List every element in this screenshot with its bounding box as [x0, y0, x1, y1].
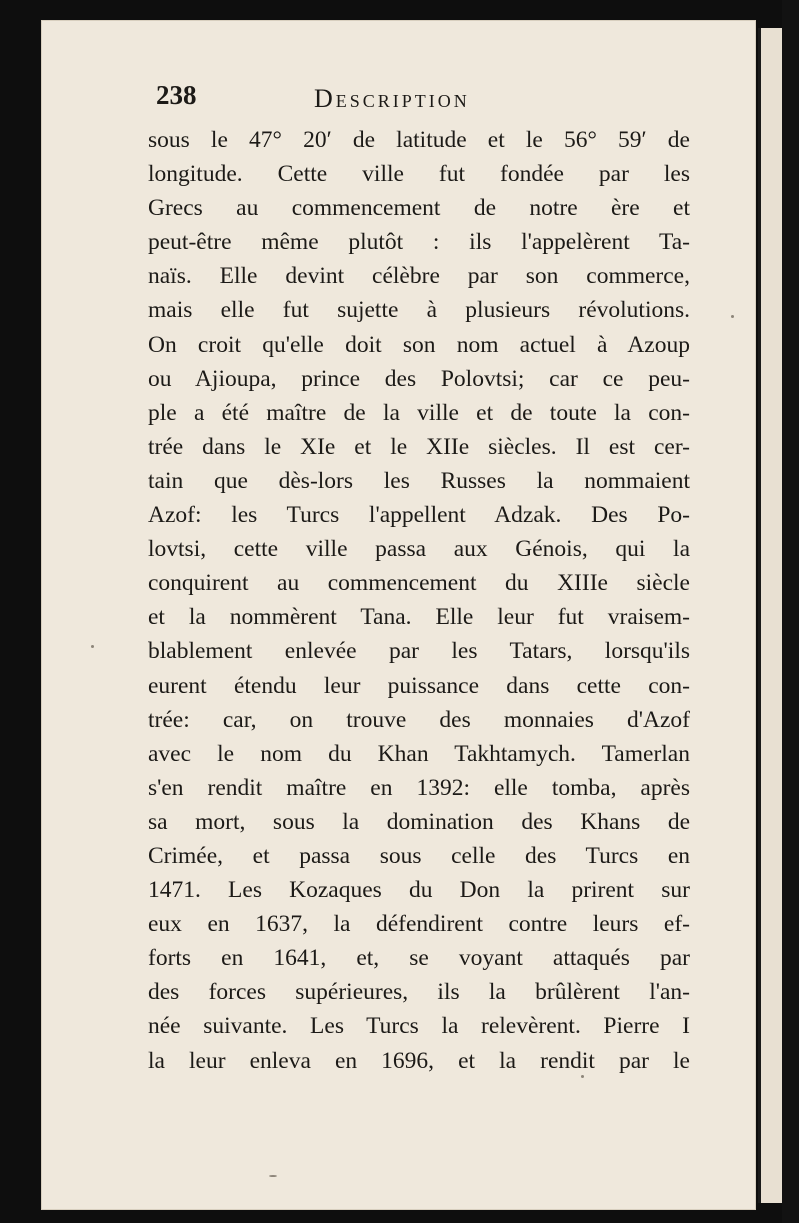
paper-speck [91, 645, 94, 648]
text-line: sa mort, sous la domination des Khans de [148, 808, 690, 835]
text-line: On croit qu'elle doit son nom actuel à Azoup [148, 331, 690, 358]
text-line: s'en rendit maître en 1392: elle tomba, après [148, 774, 690, 801]
text-line: née suivante. Les Turcs la relevèrent. Pierre I [148, 1013, 690, 1040]
text-line: mais elle fut sujette à plusieurs révolutions. [148, 297, 690, 324]
page-number: 238 [156, 80, 197, 110]
text-line: sous le 47° 20′ de latitude et le 56° 59′ de [148, 127, 690, 153]
text-line: trée: car, on trouve des monnaies d'Azof [148, 706, 690, 733]
text-line: trée dans le XIe et le XIIe siècles. Il est cer- [148, 433, 690, 460]
paper-speck [269, 1175, 277, 1177]
text-line: conquirent au commencement du XIIIe siècle [148, 570, 690, 597]
text-line: blablement enlevée par les Tatars, lorsqu'ils [148, 638, 690, 665]
text-line: forts en 1641, et, se voyant attaqués par [148, 945, 690, 972]
text-line: des forces supérieures, ils la brûlèrent l'an- [148, 979, 690, 1006]
text-line: naïs. Elle devint célèbre par son commerce, [148, 263, 690, 290]
text-line: Azof: les Turcs l'appellent Adzak. Des Po- [148, 502, 690, 529]
text-line: Crimée, et passa sous celle des Turcs en [148, 842, 690, 869]
text-line: et la nommèrent Tana. Elle leur fut vraisem- [148, 604, 690, 631]
text-line: Grecs au commencement de notre ère et [148, 195, 690, 222]
text-line: eux en 1637, la défendirent contre leurs ef- [148, 911, 690, 938]
book-spine-shadow [782, 0, 799, 1223]
text-line: ou Ajioupa, prince des Polovtsi; car ce peu- [148, 365, 690, 392]
text-line: 1471. Les Kozaques du Don la prirent sur [148, 877, 690, 904]
text-line: avec le nom du Khan Takhtamych. Tamerlan [148, 740, 690, 767]
text-line: eurent étendu leur puissance dans cette con- [148, 672, 690, 699]
text-line: longitude. Cette ville fut fondée par les [148, 161, 690, 188]
text-line: lovtsi, cette ville passa aux Génois, qui la [148, 536, 690, 563]
paper-speck [731, 315, 734, 318]
text-line: la leur enleva en 1696, et la rendit par le [148, 1047, 690, 1074]
text-line: peut-être même plutôt : ils l'appelèrent Ta- [148, 229, 690, 256]
page-header [0, 80, 799, 120]
running-title: Description [314, 84, 470, 113]
text-line: tain que dès-lors les Russes la nommaient [148, 467, 690, 494]
body-text [148, 123, 690, 1078]
text-line: ple a été maître de la ville et de toute la con- [148, 399, 690, 426]
